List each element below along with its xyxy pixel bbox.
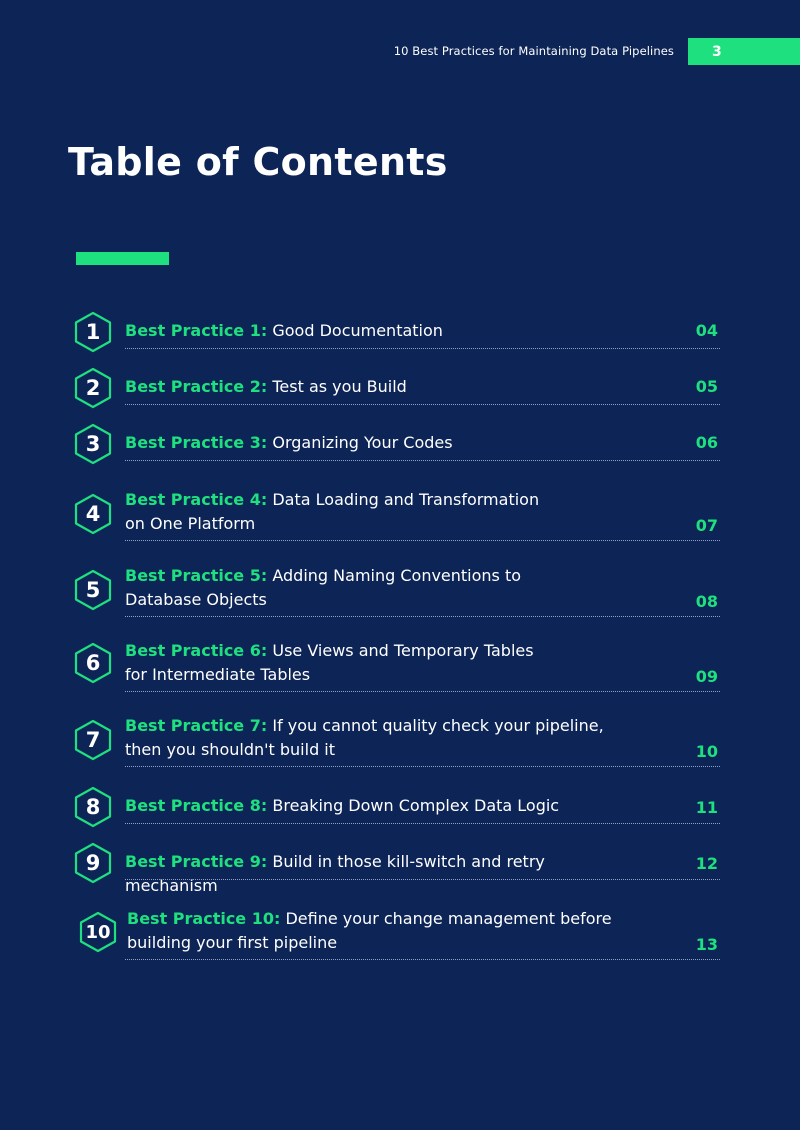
- entry-title: Adding Naming Conventions to: [272, 566, 522, 585]
- dotted-leader: [125, 460, 720, 461]
- dotted-leader: [125, 879, 720, 880]
- entry-page-number: 12: [695, 854, 718, 873]
- toc-entry[interactable]: [74, 786, 720, 828]
- entry-page-number: 06: [695, 433, 718, 452]
- entry-number: 5: [85, 578, 101, 602]
- entry-title-line2: Database Objects: [125, 590, 267, 609]
- dotted-leader: [125, 540, 720, 541]
- entry-page-number: 05: [695, 377, 718, 396]
- toc-entry[interactable]: [74, 488, 720, 544]
- hexagon-number-badge: [74, 493, 112, 535]
- entry-label: Best Practice 3:: [125, 433, 268, 452]
- dotted-leader: [125, 691, 720, 692]
- entry-page-number: 07: [695, 516, 718, 535]
- hexagon-number-badge: [74, 719, 112, 761]
- entry-label: Best Practice 4:: [125, 490, 268, 509]
- hexagon-number-badge: [74, 311, 112, 353]
- entry-label: Best Practice 7:: [125, 716, 268, 735]
- hexagon-number-badge: [74, 642, 112, 684]
- entry-label: Best Practice 9:: [125, 852, 268, 871]
- entry-page-number: 04: [695, 321, 718, 340]
- entry-number: 3: [85, 432, 101, 456]
- toc-entry[interactable]: [74, 311, 720, 353]
- page-number-badge: 3: [688, 38, 800, 65]
- toc-entry[interactable]: [74, 714, 720, 770]
- document-title: 10 Best Practices for Maintaining Data Pipelines: [393, 44, 674, 58]
- hexagon-number-badge: [74, 786, 112, 828]
- toc-entry[interactable]: [74, 367, 720, 409]
- entry-title-line2: building your first pipeline: [127, 933, 338, 952]
- entry-text: [125, 850, 625, 898]
- entry-text: [125, 488, 625, 536]
- entry-title-line2: on One Platform: [125, 514, 256, 533]
- toc-entry[interactable]: [74, 907, 720, 963]
- entry-text: [125, 794, 625, 818]
- entry-label: Best Practice 8:: [125, 796, 268, 815]
- entry-text: [125, 375, 625, 399]
- dotted-leader: [125, 404, 720, 405]
- entry-number: 4: [85, 502, 101, 526]
- entry-title: Good Documentation: [272, 321, 443, 340]
- entry-number: 6: [85, 651, 101, 675]
- entry-page-number: 09: [695, 667, 718, 686]
- hexagon-number-badge: [74, 569, 112, 611]
- entry-text: [125, 564, 625, 612]
- entry-title: Use Views and Temporary Tables: [272, 641, 534, 660]
- toc-entry[interactable]: [74, 564, 720, 620]
- entry-title: Organizing Your Codes: [272, 433, 453, 452]
- toc-entry[interactable]: [74, 639, 720, 695]
- entry-title-line2: for Intermediate Tables: [125, 665, 311, 684]
- entry-text: [125, 714, 625, 762]
- entry-page-number: 10: [695, 742, 718, 761]
- entry-label: Best Practice 10:: [127, 909, 281, 928]
- entry-title-line2: then you shouldn't build it: [125, 740, 336, 759]
- dotted-leader: [125, 616, 720, 617]
- dotted-leader: [125, 766, 720, 767]
- hexagon-number-badge: [74, 842, 112, 884]
- entry-text: [125, 639, 625, 687]
- dotted-leader: [125, 348, 720, 349]
- hexagon-number-badge: [74, 423, 112, 465]
- entry-number: 10: [85, 921, 111, 943]
- entry-title: Build in those kill-switch and retry mechanism: [125, 852, 545, 895]
- entry-title: Breaking Down Complex Data Logic: [272, 796, 560, 815]
- entry-text: [125, 431, 625, 455]
- hexagon-number-badge: [79, 911, 117, 953]
- entry-number: 2: [85, 376, 101, 400]
- dotted-leader: [125, 823, 720, 824]
- toc-entry[interactable]: [74, 423, 720, 465]
- entry-title: Data Loading and Transformation: [272, 490, 540, 509]
- entry-text: [127, 907, 627, 955]
- entry-page-number: 11: [695, 798, 718, 817]
- toc-entry[interactable]: [74, 842, 720, 895]
- entry-number: 7: [85, 728, 101, 752]
- entry-label: Best Practice 1:: [125, 321, 268, 340]
- entry-number: 8: [85, 795, 101, 819]
- entry-page-number: 08: [695, 592, 718, 611]
- entry-title: Test as you Build: [272, 377, 407, 396]
- entry-page-number: 13: [695, 935, 718, 954]
- hexagon-number-badge: [74, 367, 112, 409]
- entry-title: If you cannot quality check your pipeline,: [272, 716, 604, 735]
- entry-label: Best Practice 5:: [125, 566, 268, 585]
- entry-number: 9: [85, 851, 101, 875]
- entry-label: Best Practice 2:: [125, 377, 268, 396]
- page-title: Table of Contents: [68, 140, 448, 184]
- entry-text: [125, 319, 625, 343]
- entry-label: Best Practice 6:: [125, 641, 268, 660]
- dotted-leader: [125, 959, 720, 960]
- entry-title: Define your change management before: [285, 909, 612, 928]
- entry-number: 1: [85, 320, 101, 344]
